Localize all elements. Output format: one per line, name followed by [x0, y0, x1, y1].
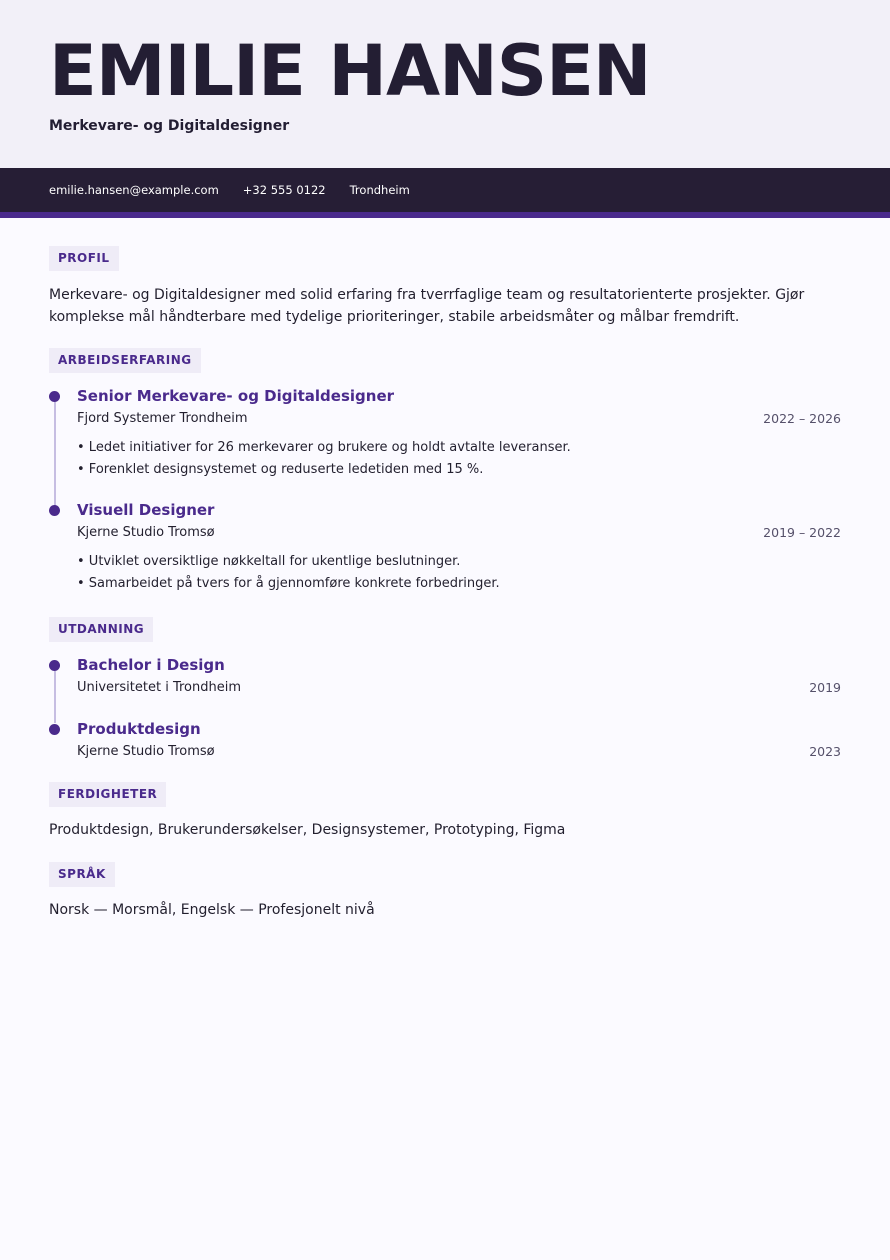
resume-header — [0, 0, 890, 168]
education-date: 2023 — [809, 744, 841, 759]
skills-section — [49, 782, 841, 840]
school-name: Universitetet i Trondheim — [77, 680, 241, 695]
candidate-name: EMILIE HANSEN — [49, 30, 651, 112]
education-date: 2019 — [809, 680, 841, 695]
section-label-profile: PROFIL — [49, 246, 119, 271]
education-timeline — [49, 656, 841, 760]
job-bullets — [77, 437, 841, 481]
contact-bar — [0, 168, 890, 218]
experience-section — [49, 348, 841, 595]
job-company: Kjerne Studio Tromsø — [77, 525, 215, 540]
timeline-dot-icon — [49, 391, 60, 402]
section-label-skills: FERDIGHETER — [49, 782, 166, 807]
section-label-languages: SPRÅK — [49, 862, 115, 887]
timeline-dot-icon — [49, 660, 60, 671]
job-company: Fjord Systemer Trondheim — [77, 411, 248, 426]
degree-title: Produktdesign — [77, 720, 201, 738]
contact-city: Trondheim — [349, 183, 410, 197]
contact-email[interactable]: emilie.hansen@example.com — [49, 183, 219, 197]
degree-title: Bachelor i Design — [77, 656, 225, 674]
skills-text: Produktdesign, Brukerundersøkelser, Designsystemer, Prototyping, Figma — [49, 822, 566, 838]
job-bullets — [77, 551, 841, 595]
timeline-dot-icon — [49, 505, 60, 516]
job-bullet: • Ledet initiativer for 26 merkevarer og brukere og holdt avtalte leveranser. — [77, 440, 571, 455]
job-title: Senior Merkevare- og Digitaldesigner — [77, 387, 395, 405]
job-bullet: • Utviklet oversiktlige nøkkeltall for ukentlige beslutninger. — [77, 554, 461, 569]
contact-phone[interactable]: +32 555 0122 — [242, 183, 326, 197]
experience-item — [49, 501, 841, 595]
profile-section — [49, 246, 841, 328]
education-item — [49, 656, 841, 720]
education-section — [49, 617, 841, 760]
job-bullet: • Samarbeidet på tvers for å gjennomføre konkrete forbedringer. — [77, 576, 500, 591]
job-dates: 2019 – 2022 — [763, 525, 841, 540]
timeline-dot-icon — [49, 724, 60, 735]
school-name: Kjerne Studio Tromsø — [77, 744, 215, 759]
resume-body — [0, 218, 890, 920]
timeline-line — [54, 671, 56, 723]
experience-timeline — [49, 387, 841, 595]
timeline-line — [54, 402, 56, 514]
experience-item — [49, 387, 841, 501]
languages-section — [49, 862, 841, 920]
languages-text: Norsk — Morsmål, Engelsk — Profesjonelt nivå — [49, 902, 375, 918]
candidate-title: Merkevare- og Digitaldesigner — [49, 118, 290, 134]
job-bullet: • Forenklet designsystemet og reduserte ledetiden med 15 %. — [77, 462, 484, 477]
education-item — [49, 720, 841, 760]
profile-text: Merkevare- og Digitaldesigner med solid erfaring fra tverrfaglige team og resultatorienterte prosjekter. Gjør komplekse mål håndterbare med tydelige prioriteringer, stabile arbeidsmåter og målbar fremdrift. — [49, 287, 805, 325]
section-label-education: UTDANNING — [49, 617, 153, 642]
section-label-experience: ARBEIDSERFARING — [49, 348, 201, 373]
job-title: Visuell Designer — [77, 501, 215, 519]
job-dates: 2022 – 2026 — [763, 411, 841, 426]
